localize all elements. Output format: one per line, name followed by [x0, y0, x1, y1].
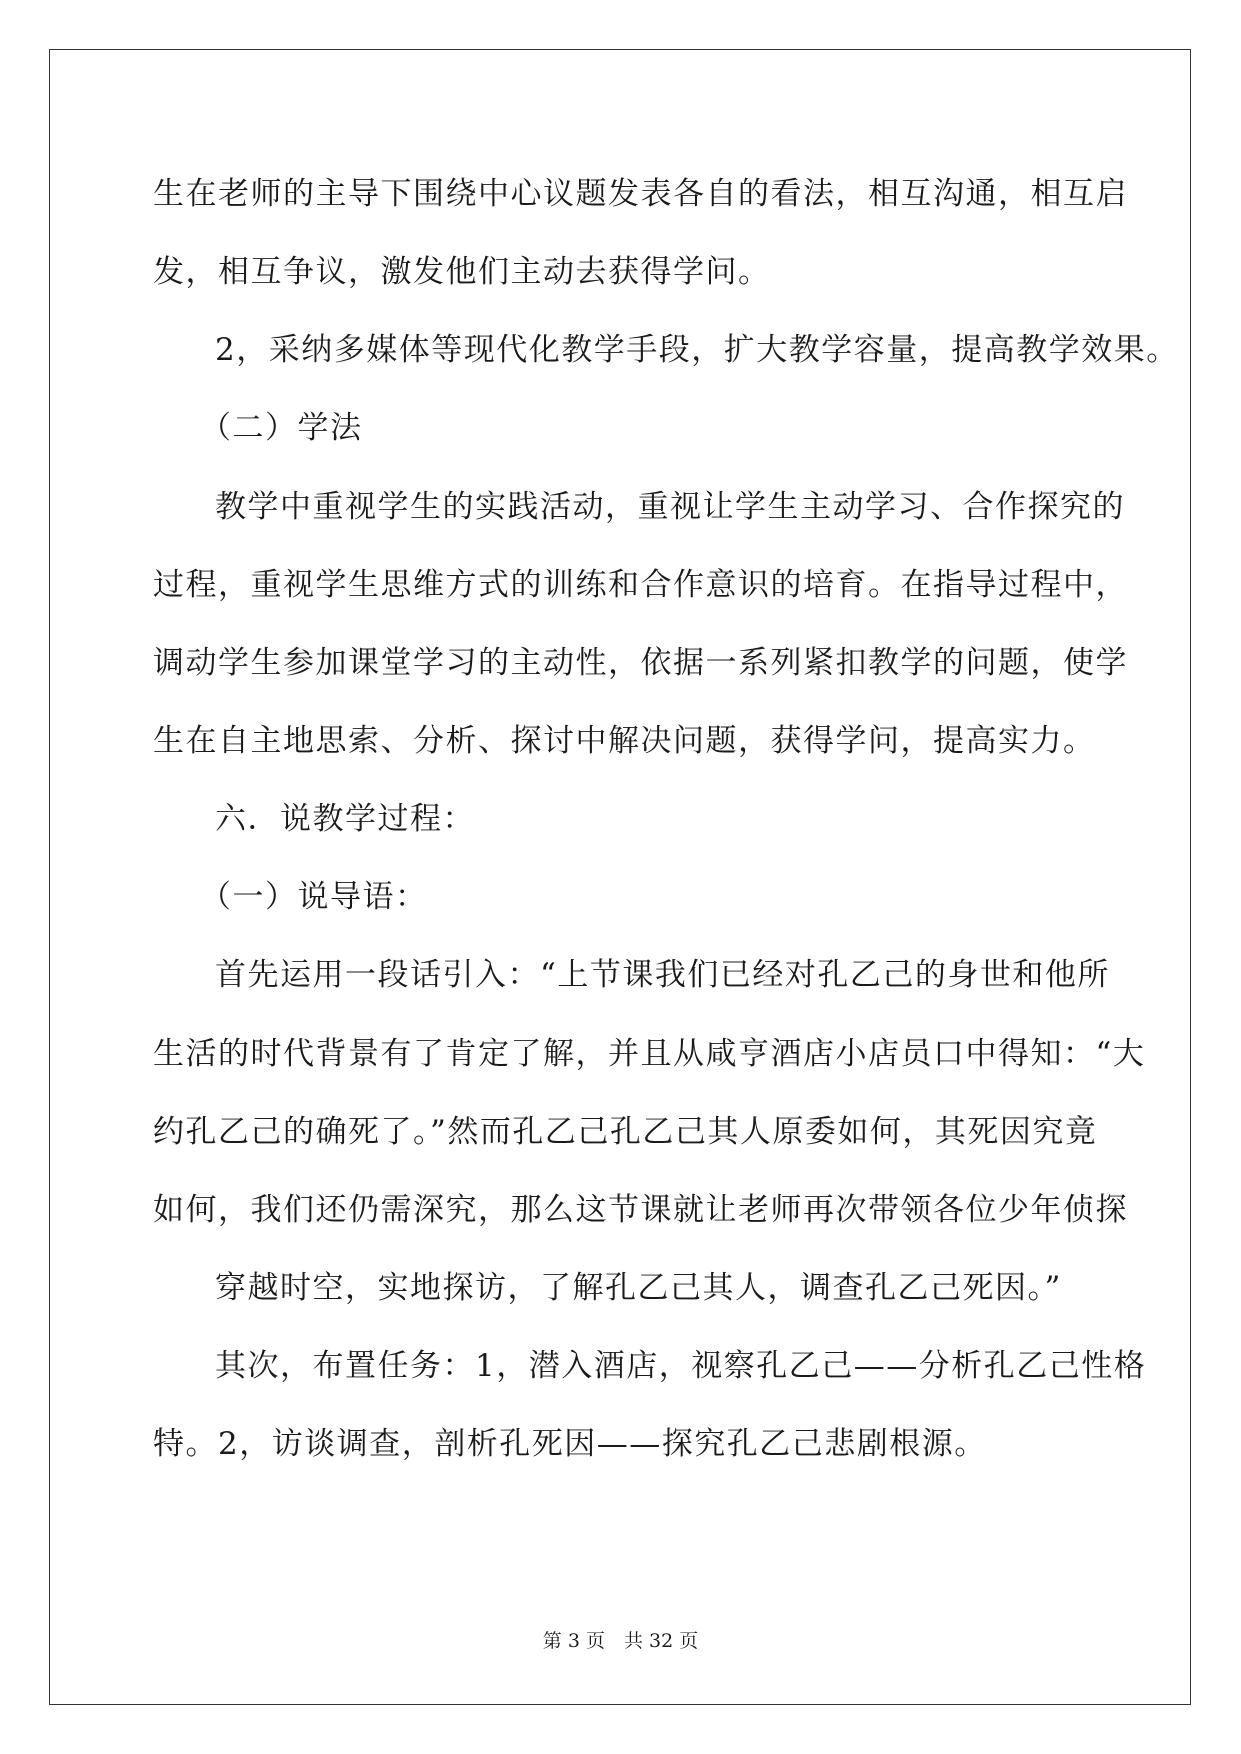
text-line-13: 约孔乙己的确死了。”然而孔乙己孔乙己其人原委如何，其死因究竟 — [153, 1114, 1098, 1150]
text-line-5: 教学中重视学生的实践活动，重视让学生主动学习、合作探究的 — [215, 489, 1125, 525]
text-line-12: 生活的时代背景有了肯定了解，并且从咸亨酒店小店员口中得知：“大 — [153, 1036, 1146, 1072]
text-line-14: 如何，我们还仍需深究，那么这节课就让老师再次带领各位少年侦探 — [153, 1192, 1128, 1228]
text-line-17: 特。2，访谈调查，剖析孔死因——探究孔乙己悲剧根源。 — [153, 1426, 987, 1462]
text-line-15: 穿越时空，实地探访，了解孔乙己其人，调查孔乙己死因。” — [215, 1270, 1062, 1306]
text-line-8: 生在自主地思索、分析、探讨中解决问题，获得学问，提高实力。 — [153, 723, 1096, 759]
text-line-7: 调动学生参加课堂学习的主动性，依据一系列紧扣教学的问题，使学 — [153, 645, 1128, 681]
section-heading-introduction: （一）说导语： — [200, 879, 428, 915]
text-line-2: 发，相互争议，激发他们主动去获得学问。 — [153, 254, 771, 290]
text-line-6: 过程，重视学生思维方式的训练和合作意识的培育。在指导过程中， — [153, 567, 1128, 603]
text-line-1: 生在老师的主导下围绕中心议题发表各自的看法，相互沟通，相互启 — [153, 176, 1128, 212]
section-heading-study-method: （二）学法 — [200, 410, 363, 446]
text-line-11: 首先运用一段话引入：“上节课我们已经对孔乙己的身世和他所 — [215, 957, 1110, 993]
page-number-footer: 第 3 页 共 32 页 — [542, 1630, 699, 1652]
text-line-16: 其次，布置任务：1，潜入酒店，视察孔乙己——分析孔乙己性格 — [215, 1348, 1147, 1384]
text-line-3: 2，采纳多媒体等现代化教学手段，扩大教学容量，提高教学效果。 — [215, 332, 1179, 368]
section-heading-teaching-process: 六．说教学过程： — [215, 801, 475, 837]
